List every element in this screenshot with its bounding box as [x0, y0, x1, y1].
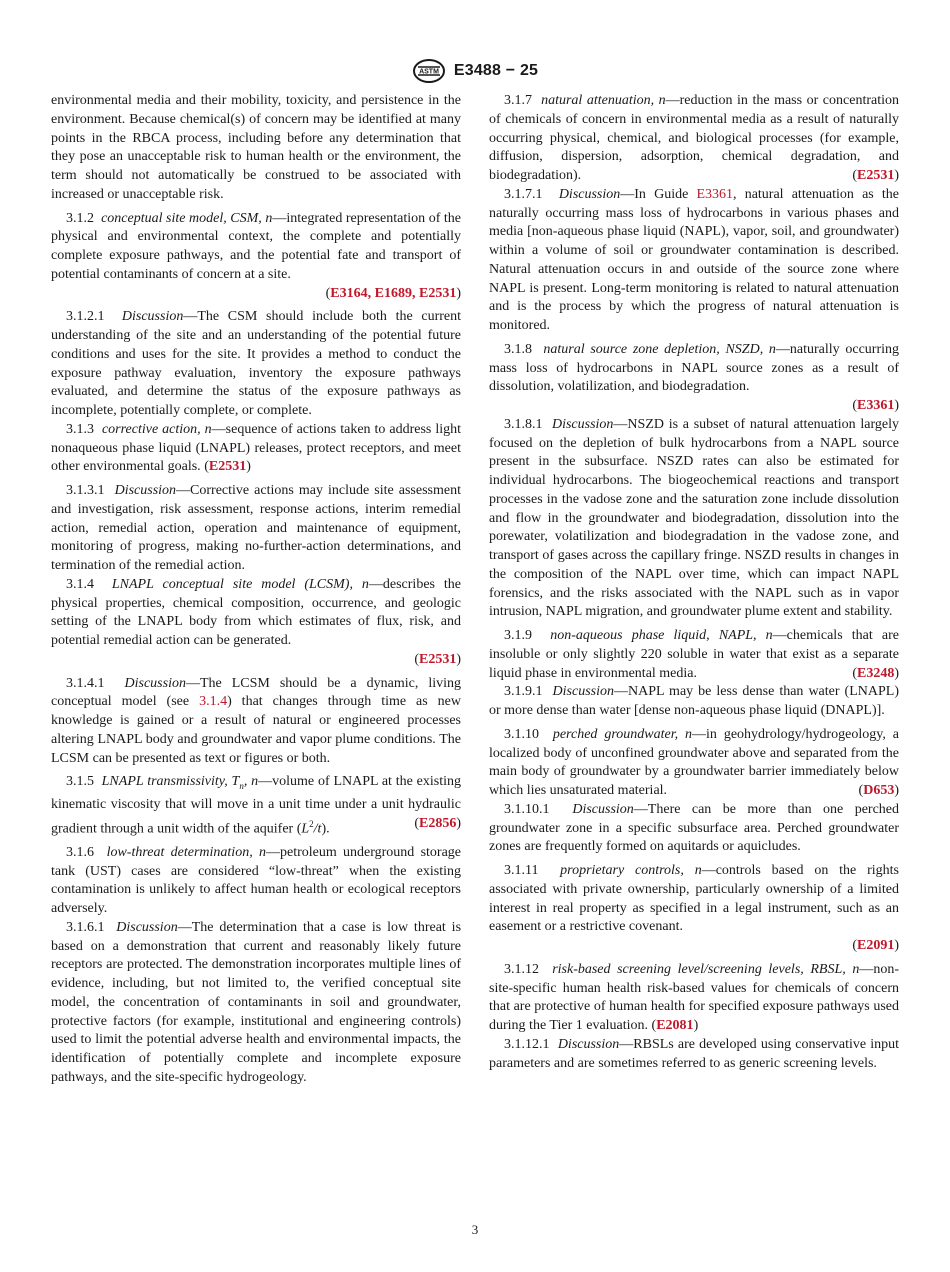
discussion-3-1-3-1: 3.1.3.1 Discussion—Corrective actions may include site assessment and investigation, risk assessment, response actions, interim remedial action, remedial action, operation and maintenance of equipment, monitoring of progress, making no-further-action determinations, and termination of the remedial action. — [51, 483, 461, 573]
definition-3-1-10: 3.1.10 perched groundwater, n—in geohydrology/hydrogeology, a localized body of unconfined groundwater above and separated from the main body of groundwater by a groundwater barrier immediately below which lies unsaturated material. (D653) — [489, 726, 899, 798]
definition-3-1-2: 3.1.2 conceptual site model, CSM, n—integrated representation of the physical and environmental context, the complete and potentially complete exposure pathways, and the potential fate and transport of potential contaminants of concern at a site. (E3164, E1689, E2531) — [51, 210, 461, 304]
discussion-3-1-4-1: 3.1.4.1 Discussion—The LCSM should be a dynamic, living conceptual model (see 3.1.4) that changes through time as new knowledge is gained or a result of natural or engineered processes altering LNAPL body and groundwater and vapor plume conditions. The LCSM can be presented as text or figures or both. — [51, 675, 462, 766]
discussion-3-1-7-1: 3.1.7.1 Discussion—In Guide E3361, natural attenuation as the naturally occurring mass loss of hydrocarbons in various phases and media [non-aqueous phase liquid (NAPL), vapor, soil, and groundwater) within a volume of soil or groundwater contamination is described. Natural attenuation occurs in and outside of the source zone where NAPL is present. Long-term monitoring is related to natural attenuation and is the process by which the progress of natural attenuation is monitored. — [489, 186, 899, 333]
ref-link-e3164[interactable]: E3164 — [330, 285, 368, 301]
ref-link-e2531[interactable]: E2531 — [418, 285, 457, 301]
ref-link-e2531[interactable]: E2531 — [208, 459, 247, 475]
definition-3-1-4: 3.1.4 LNAPL conceptual site model (LCSM), n—describes the physical properties, chemical composition, occurrence, and geologic setting of the LNAPL body from which estimates of flux, risk, and potential remedial action can be generated. (E2531) — [51, 576, 462, 667]
page-number: 3 — [471, 1222, 479, 1237]
ref-link-e2856[interactable]: E2856 — [418, 815, 457, 831]
ref-link-e2091[interactable]: E2091 — [856, 938, 895, 953]
ref-link-e3361[interactable]: E3361 — [856, 398, 895, 413]
discussion-3-1-2-1: 3.1.2.1 Discussion—The CSM should include both the current understanding of the site and an understanding of the potential future conditions and uses for the site. It provides a method to conduct the exposure pathway evaluation, inventory the exposure pathways evaluated, and determine the status of the exposure pathways as incomplete, potentially complete, or complete. — [51, 309, 461, 418]
definition-3-1-3: 3.1.3 corrective action, n—sequence of actions taken to address light nonaqueous phase liquid (LNAPL) releases, protect receptors, and meet other environmental goals. (E2531) — [51, 421, 462, 475]
page-header — [0, 56, 950, 86]
right-column — [489, 92, 899, 1078]
definition-3-1-5: 3.1.5 LNAPL transmissivity, $T_n$, n—volume of LNAPL at the existing kinematic viscosity that will move in a unit time under a unit hydraulic gradient through a unit width of the aquifer $(L^2/t)$. (E2856) — [51, 774, 462, 837]
definition-3-1-6: 3.1.6 low-threat determination, n—petroleum underground storage tank (UST) cases are considered “low-threat” when the existing contamination is unlikely to affect human health or ecological receptors adversely. — [51, 844, 462, 917]
astm-logo-icon — [412, 58, 446, 84]
definition-3-1-9: 3.1.9 non-aqueous phase liquid, NAPL, n—chemicals that are insoluble or only slightly 220 soluble in water that exist as a separate liquid phase in environmental media. (E3248) — [489, 628, 899, 681]
ref-link-e2081[interactable]: E2081 — [656, 1018, 694, 1033]
discussion-3-1-12-1: 3.1.12.1 Discussion—RBSLs are developed using conservative input parameters and are sometimes referred to as generic screening levels. — [489, 1036, 899, 1071]
ref-link-e1689[interactable]: E1689 — [374, 285, 412, 301]
definition-3-1-8: 3.1.8 natural source zone depletion, NSZD, n—naturally occurring mass loss of hydrocarbons in NAPL source zones as a result of dissolution, volatilization, and biodegradation. (E3361) — [489, 341, 900, 413]
discussion-3-1-8-1: 3.1.8.1 Discussion—NSZD is a subset of natural attenuation largely focused on the depletion of bulk hydrocarbons from a NAPL source present in the subsurface. NSZD rates can also be estimated for individual hydrocarbons. The biogeochemical reactions and transport processes in the vadose zone and the saturation zone include dissolution and flow in the groundwater and biodegradation, dissolution into the porewater, volatilization and biodegradation in the vadose zone, and transport of gases across the capillary fringe. NSZD results in changes in the composition of the NAPL over time, which can impact NAPL forensics, and the risks associated with the NAPL such as in vapor intrusion, NAPL migration, and groundwater plume extent and stability. — [489, 416, 899, 620]
definition-3-1-12: 3.1.12 risk-based screening level/screening levels, RBSL, n—non-site-specific human health risk-based values for chemicals of concern that are protective of human health for specified exposure pathways used during the Tier 1 evaluation. (E2081) — [489, 961, 900, 1033]
ref-link-e3361[interactable]: E3361 — [696, 186, 734, 202]
ref-link-e2531[interactable]: E2531 — [418, 651, 457, 667]
reference-citation: (E3164, E1689, E2531) — [325, 285, 461, 301]
left-column — [51, 92, 461, 1093]
discussion-3-1-9-1: 3.1.9.1 Discussion—NAPL may be less dense than water (LNAPL) or more dense than water [dense non-aqueous phase liquid (DNAPL)]. — [489, 684, 899, 718]
discussion-3-1-6-1: 3.1.6.1 Discussion—The determination that a case is low threat is based on a demonstration that current and reasonably likely future receptors are protected. The demonstration incorporates multiple lines of evidence, including, but not limited to, the verified conceptual site model, the concentration of contaminants in soil and groundwater, protective factors (for example, institutional and engineering controls) used to limit the potential adverse health and environmental impacts, the identification of potentially complete and incomplete exposure pathways, and the site-specific hydrogeology. — [51, 919, 462, 1085]
svg-text:ASTM: ASTM — [418, 68, 439, 76]
section-link-3-1-4[interactable]: 3.1.4 — [199, 694, 228, 710]
paragraph-continued: environmental media and their mobility, toxicity, and persistence in the environment. Because chemical(s) of concern may be identified at many points in the RBCA process, including before any determination that they pose an unacceptable risk to human health or the environment, the term should not automatically be construed to be associated with increased or unacceptable risk. — [51, 93, 461, 202]
definition-3-1-7: 3.1.7 natural attenuation, n—reduction in the mass or concentration of chemicals of concern in environmental media as a result of naturally occurring physical, chemical, and biological processes (for example, diffusion, dispersion, adsorption, chemical degradation, and biodegradation). (E2531) — [489, 93, 899, 183]
discussion-3-1-10-1: 3.1.10.1 Discussion—There can be more than one perched groundwater zone in a specific subsurface area. Perched groundwater zones are frequently formed on aquitards or aquicludes. — [489, 801, 899, 855]
ref-link-e3248[interactable]: E3248 — [856, 665, 895, 681]
designation: E3488 − 25 — [453, 62, 539, 79]
definition-3-1-11: 3.1.11 proprietary controls, n—controls based on the rights associated with private ownership, particularly ownership of a limited interest in real property as specified in a legal instrument, such as an easement or a restrictive covenant. (E2091) — [489, 863, 899, 953]
ref-link-d653[interactable]: D653 — [863, 783, 895, 798]
ref-link-e2531[interactable]: E2531 — [856, 168, 895, 183]
